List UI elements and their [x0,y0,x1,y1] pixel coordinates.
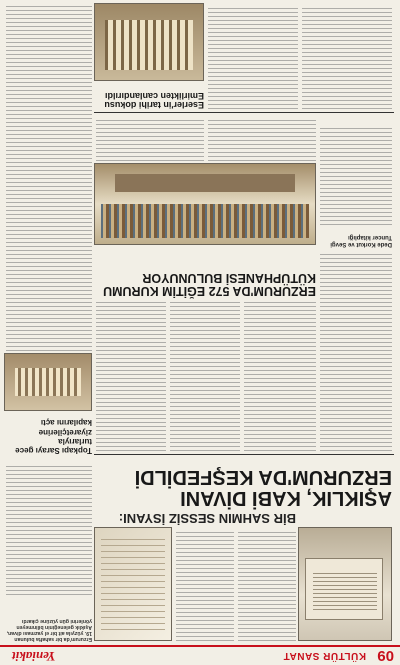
library-story-deck: Dede Korkut ve Sevgi Tuncer kitaplığı [330,234,392,247]
top-story-kicker: BİR SAHMIN SESSİZ İSYANI: [118,511,296,526]
top-story-column-2 [176,529,234,641]
top-story-headline: AŞIKLIK, KABİ DİVANI ERZURUM'DA KEŞFEDİLDİ [134,466,392,509]
top-story-column-1 [238,529,296,641]
newspaper-logo: Yeniakit [12,649,56,664]
section-title: KÜLTÜR SANAT [283,650,366,661]
story-column-5 [244,301,316,451]
manuscript-photo [94,527,172,641]
bottom-story-headline: Eserler'in tarihi dokusu Emirlikten canlandırıldı [104,90,204,110]
bottom-story-column-1 [302,5,392,109]
divider [94,454,394,455]
divider [94,112,394,113]
topkapi-photo [4,353,92,411]
library-photo [94,163,316,245]
library-story-headline: ERZURUM'DA 572 EĞİTİM KURUMU KÜTÜPHANESİ BULUNUYOR [103,270,316,298]
bottom-story-photo [94,3,204,81]
top-story-photo [298,527,392,641]
story-column-6 [170,301,240,451]
library-story-column-2 [208,117,316,161]
page-number: 09 [377,647,394,664]
library-story-column-3 [96,117,204,161]
top-story-column-3 [6,465,92,595]
side-story-text [6,5,92,351]
story-column-7 [96,301,166,451]
story-column-4 [320,251,392,451]
bottom-story-column-2 [208,5,298,109]
library-story-column-1 [320,125,392,225]
top-story-deck: Erzurum'da bir sahafta bulunan 19. yüzyıla ait bir el yazması divan, Aşıklık geleneğinin bilinmeyen yönlerini gün yüzüne çıkardı [6,618,92,642]
side-story-headline: Topkapı Sarayı gece turlarıyla ziyaretçilerine kapılarını açtı [15,418,92,455]
